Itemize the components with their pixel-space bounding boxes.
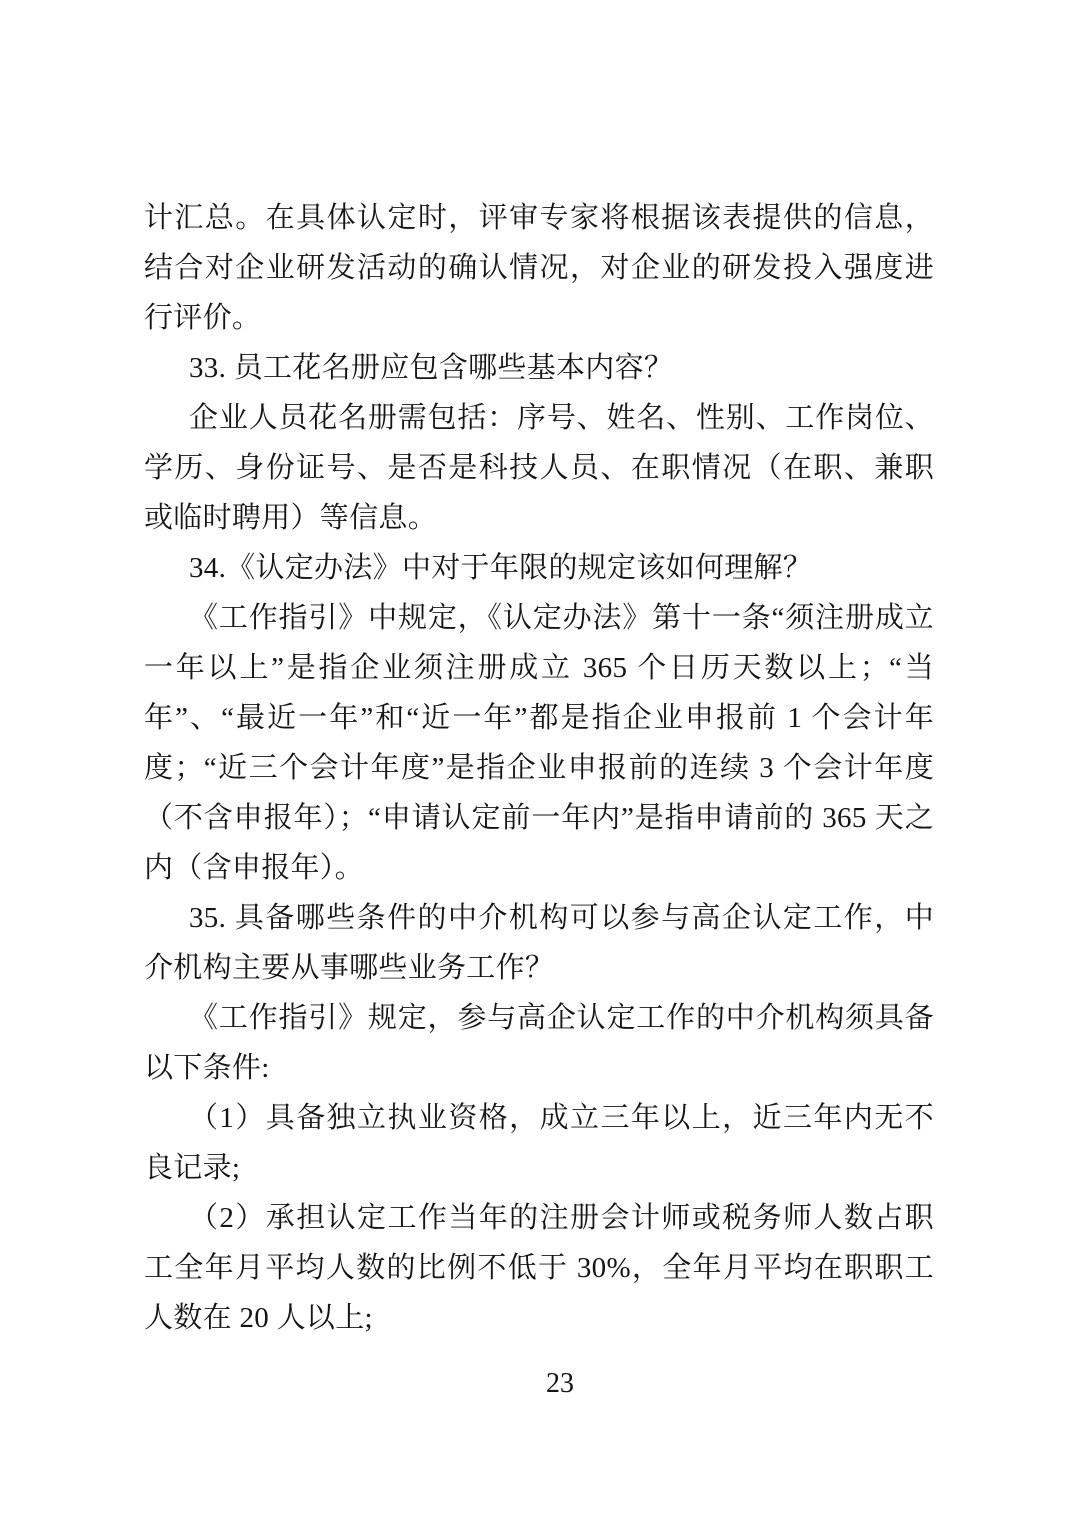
page-number: 23 <box>546 1368 574 1399</box>
document-body <box>144 193 934 1343</box>
answer-33: 企业人员花名册需包括：序号、姓名、性别、工作岗位、学历、身份证号、是否是科技人员、在职情况（在职、兼职或临时聘用）等信息。 <box>144 402 934 534</box>
answer-35-intro: 《工作指引》规定，参与高企认定工作的中介机构须具备以下条件: <box>144 1002 934 1084</box>
paragraph-continuation: 计汇总。在具体认定时，评审专家将根据该表提供的信息，结合对企业研发活动的确认情况，对企业的研发投入强度进行评价。 <box>144 202 934 334</box>
condition-item-2: （2）承担认定工作当年的注册会计师或税务师人数占职工全年月平均人数的比例不低于 30%，全年月平均在职职工人数在 20 人以上; <box>144 1202 934 1334</box>
page-footer <box>0 1368 1074 1400</box>
question-35-heading: 35. 具备哪些条件的中介机构可以参与高企认定工作，中介机构主要从事哪些业务工作？ <box>144 902 934 984</box>
condition-item-1: （1）具备独立执业资格，成立三年以上，近三年内无不良记录; <box>144 1102 934 1184</box>
question-34-heading: 34.《认定办法》中对于年限的规定该如何理解？ <box>189 552 813 584</box>
question-33-heading: 33. 员工花名册应包含哪些基本内容？ <box>189 352 674 384</box>
answer-34: 《工作指引》中规定，《认定办法》第十一条“须注册成立一年以上”是指企业须注册成立 365 个日历天数以上；“当年”、“最近一年”和“近一年”都是指企业申报前 1 个会计年度；“近三个会计年度”是指企业申报前的连续 3 个会计年度（不含申报年）；“申请认定前一年内”是指申请前的 365 天之内（含申报年）。 <box>144 602 934 884</box>
